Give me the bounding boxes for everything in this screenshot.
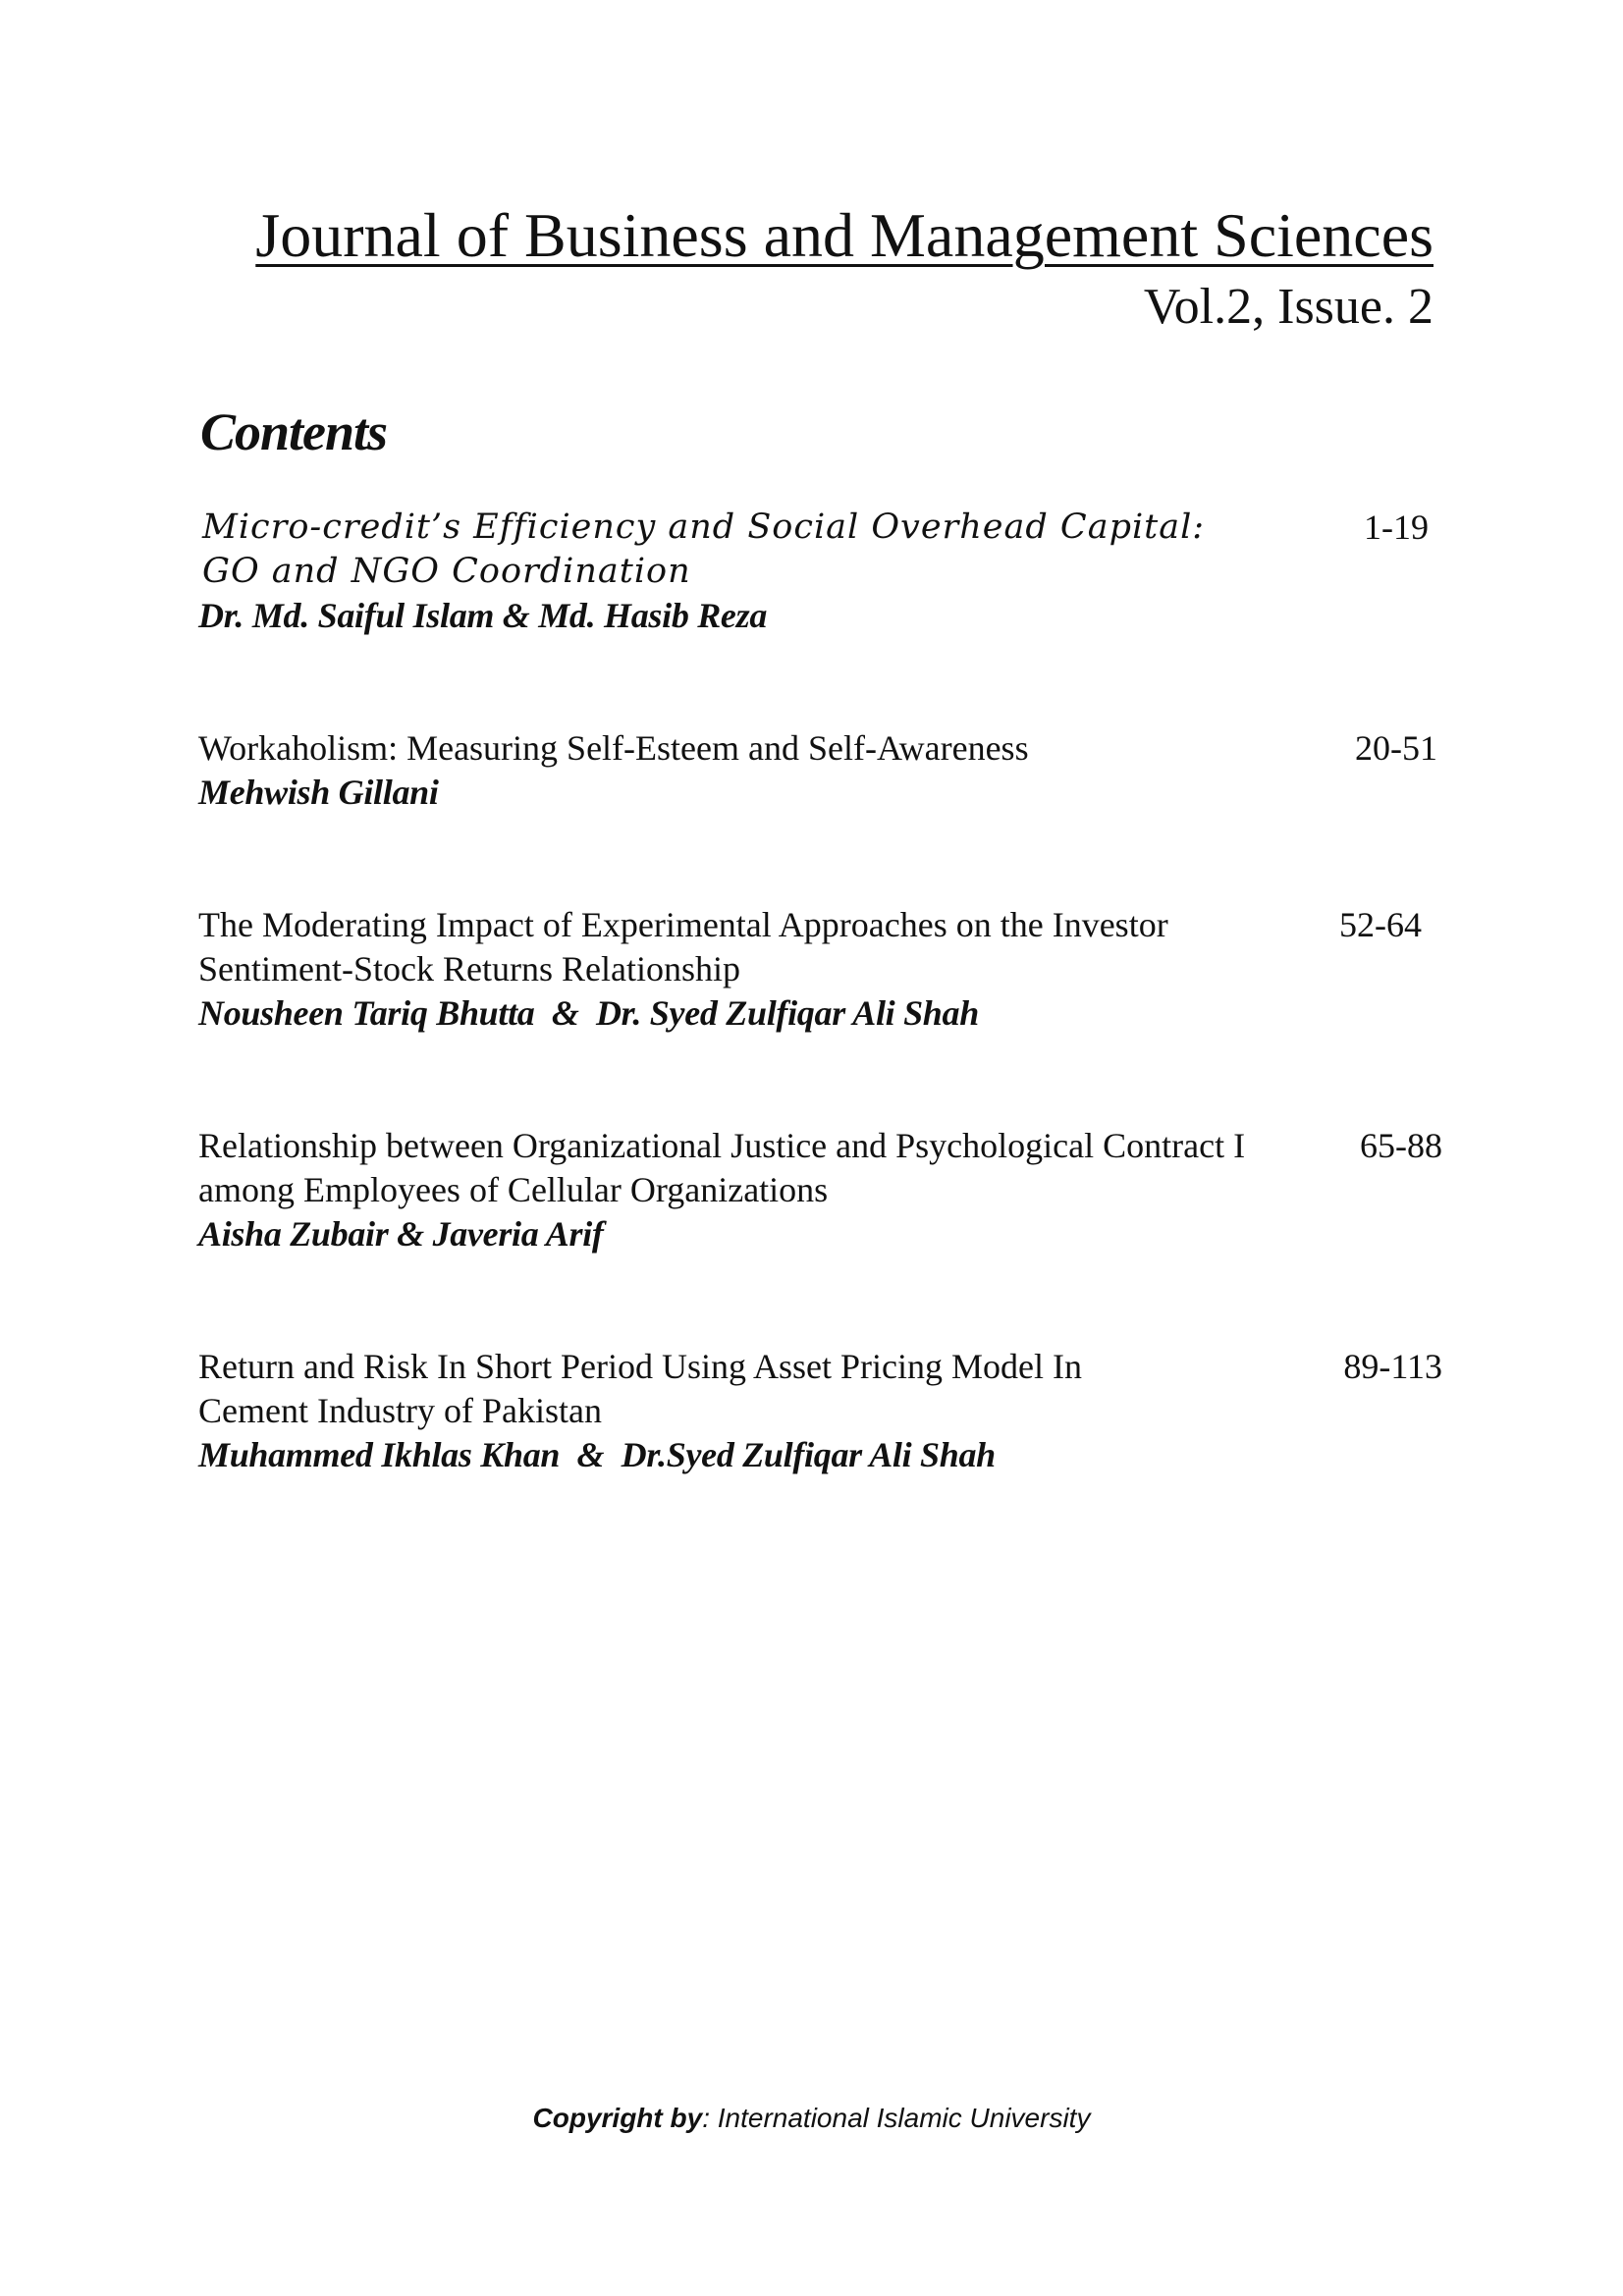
toc-entry-title: Relationship between Organizational Justice and Psychological Contract I among Employees of Cellular Organizations — [198, 1126, 1246, 1209]
toc-entry-4 — [198, 1124, 1445, 1256]
toc-entry-authors: Nousheen Tariq Bhutta & Dr. Syed Zulfiqar Ali Shah — [198, 993, 979, 1033]
contents-heading: Contents — [200, 402, 388, 461]
toc-entry-pages: 89-113 — [1343, 1347, 1442, 1386]
toc-entry-3 — [198, 903, 1445, 1036]
toc-entry-title: Micro-credit’s Efficiency and Social Overhead Capital: GO and NGO Coordination — [202, 507, 1206, 591]
toc-entry-2 — [198, 726, 1445, 815]
toc-entry-5 — [198, 1345, 1445, 1477]
journal-title — [198, 194, 1434, 277]
toc-entry-title: Workaholism: Measuring Self-Esteem and Self-Awareness — [198, 728, 1029, 768]
copyright-footer — [0, 2101, 1623, 2136]
issue-label: Vol.2, Issue. 2 — [1143, 279, 1434, 335]
toc-entry-1 — [198, 506, 1445, 638]
toc-entry-pages: 65-88 — [1360, 1126, 1442, 1165]
toc-entry-pages: 1-19 — [1364, 507, 1429, 547]
toc-entry-authors: Dr. Md. Saiful Islam & Md. Hasib Reza — [198, 596, 768, 635]
copyright-holder: : International Islamic University — [702, 2103, 1091, 2133]
toc-entry-pages: 52-64 — [1339, 905, 1422, 944]
toc-entry-title: Return and Risk In Short Period Using Asset Pricing Model In Cement Industry of Pakistan — [198, 1347, 1082, 1430]
toc-entry-authors: Muhammed Ikhlas Khan & Dr.Syed Zulfiqar Ali Shah — [198, 1435, 996, 1474]
toc-entry-title: The Moderating Impact of Experimental Approaches on the Investor Sentiment-Stock Returns Relationship — [198, 905, 1168, 988]
journal-title-text: Journal of Business and Management Sciences — [255, 200, 1434, 270]
copyright-label: Copyright by — [532, 2103, 703, 2133]
toc-entry-authors: Mehwish Gillani — [198, 773, 439, 812]
toc-entry-pages: 20-51 — [1355, 728, 1437, 768]
toc-entry-authors: Aisha Zubair & Javeria Arif — [198, 1214, 604, 1254]
